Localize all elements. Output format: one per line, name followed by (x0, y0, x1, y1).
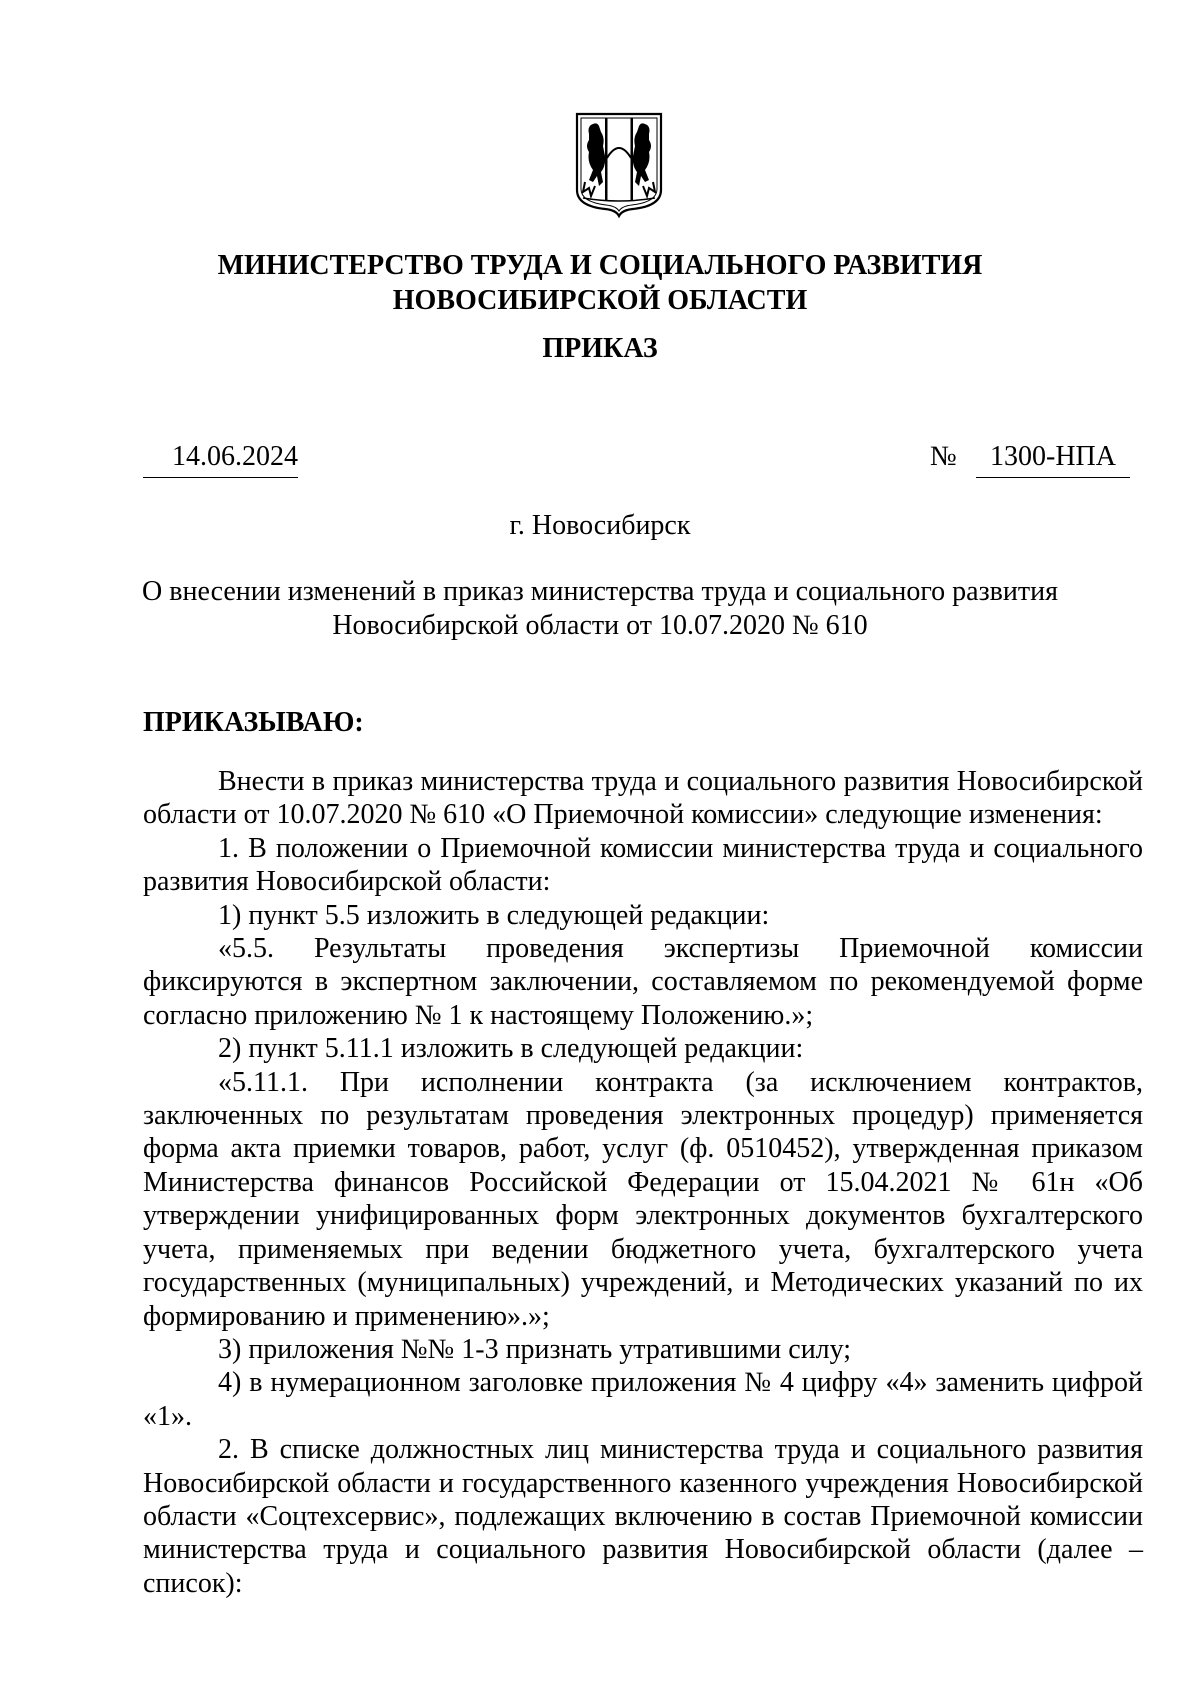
decree-heading: ПРИКАЗЫВАЮ: (143, 707, 364, 738)
order-subject-line2: Новосибирской области от 10.07.2020 № 610 (332, 610, 868, 641)
order-body (143, 765, 1143, 1600)
body-paragraph: «5.11.1. При исполнении контракта (за исключением контрактов, заключенных по результатам проведения электронных процедур) применяется форма акта приемки товаров, работ, услуг (ф. 0510452), утвержденная приказом Министерства финансов Российской Федерации от 15.04.2021 № 61н «Об утверждении унифицированных форм электронных документов бухгалтерского учета, применяемых при ведении бюджетного учета, бухгалтерского учета государственных (муниципальных) учреждений, и Методических указаний по их формированию и применению».»; (143, 1066, 1143, 1332)
ministry-name (0, 248, 1200, 318)
body-paragraph: «5.5. Результаты проведения экспертизы Приемочной комиссии фиксируются в экспертном заключении, составляемом по рекомендуемой форме согласно приложению № 1 к настоящему Положению.»; (143, 933, 1143, 1031)
city: г. Новосибирск (509, 510, 691, 541)
order-subject-line1: О внесении изменений в приказ министерства труда и социального развития (142, 576, 1058, 607)
ministry-name-line1: МИНИСТЕРСТВО ТРУДА И СОЦИАЛЬНОГО РАЗВИТИЯ (217, 250, 983, 281)
body-paragraph: 2) пункт 5.11.1 изложить в следующей редакции: (218, 1033, 804, 1065)
body-paragraph: 1) пункт 5.5 изложить в следующей редакции: (218, 899, 770, 931)
number-sign: № (930, 441, 957, 472)
document-type: ПРИКАЗ (542, 333, 658, 364)
ministry-name-line2: НОВОСИБИРСКОЙ ОБЛАСТИ (392, 285, 808, 316)
body-paragraph: 2. В списке должностных лиц министерства труда и социального развития Новосибирской области и государственного казенного учреждения Новосибирской области «Соцтехсервис», подлежащих включению в состав Приемочной комиссии министерства труда и социального развития Новосибирской области (далее – список): (143, 1434, 1143, 1599)
body-paragraph: 1. В положении о Приемочной комиссии министерства труда и социального развития Новосибирской области: (143, 832, 1143, 898)
body-paragraph: 4) в нумерационном заголовке приложения № 4 цифру «4» заменить цифрой «1». (143, 1367, 1143, 1432)
order-subject (0, 575, 1200, 643)
order-date: 14.06.2024 (143, 441, 298, 478)
order-number: 1300-НПА (976, 441, 1130, 478)
coat-of-arms-icon (575, 112, 663, 218)
body-paragraph: 3) приложения №№ 1-3 признать утратившими силу; (218, 1333, 852, 1365)
body-paragraph: Внести в приказ министерства труда и социального развития Новосибирской области от 10.07.2020 № 610 «О Приемочной комиссии» следующие изменения: (143, 766, 1143, 831)
